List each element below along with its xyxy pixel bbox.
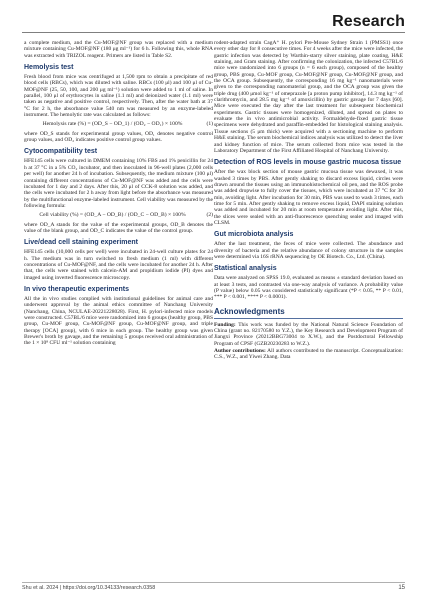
paragraph: Fresh blood from mice was centrifuged at 1,500 rpm to obtain a precipitate of red blood cells (RBCs), which was diluted with saline. RBCs (100 μl) and 100 μl of Cu-MOF@NF (25, 50, 100, and 200 μg ml⁻¹) solution were added to 1 ml of saline. In parallel, 100 μl of erythrocytes in saline (1.1 ml) and deionized water (1.1 ml) were taken as negative and positive control, respectively. Then, after the water bath at 37 °C for 2 h, the absorbance value 540 nm was measured by an enzyme-labeled instrument. The hemolytic rate was calculated as follows:: [24, 74, 213, 119]
paragraph: [214, 348, 403, 361]
left-column: [24, 40, 213, 348]
author-contributions-text: All authors contributed to the manuscript. Conceptualization: C.S., W.Z., and Yiwei Zhang. Data: [214, 348, 404, 361]
right-column: [214, 40, 403, 362]
paragraph: [214, 322, 403, 347]
equation: [24, 212, 213, 218]
funding-label: Funding:: [214, 321, 236, 328]
acknowledgments-rule: [214, 318, 403, 319]
section-heading: Gut microbiota analysis: [214, 231, 294, 239]
equation-formula: Cell viability (%) = (OD_A − OD_B) / (OD_C − OD_B) × 100%: [39, 212, 186, 219]
section-heading: Cytocompatibility test: [24, 148, 98, 156]
funding-text: This work was funded by the National Natural Science Foundation of China (grant no. 82170580 to Y.Z.), the Key Research and Development Program of Jiangxi Province (20212BBG73004 to X.W.), and the Postdoctoral Fellowship Program of CPSF (GZB20230283 to W.Z.).: [214, 321, 404, 347]
header-rule: [22, 32, 405, 33]
equation: [24, 121, 213, 127]
page-number: 15: [398, 585, 405, 591]
journal-name: Research: [332, 13, 405, 30]
paragraph: After the last treatment, the feces of mice were collected. The abundance and diversity of bacteria and the relative abundance of colony structure in the samples were determined via 16S rRNA sequencing by OE Biotech. Co., Ltd. (China).: [214, 241, 403, 260]
paragraph: HFE145 cells were cultured in DMEM containing 10% FBS and 1% penicillin for 24 h at 37 °C in a 5% CO₂ incubator, and then inoculated in 96-well plates (2,000 cells per well) for another 24 h of incubation. Subsequently, the medium mixture (100 μl) containing different concentrations of Cu-MOF@NF was added and the cells were incubated for 1 day and 2 days. After this, 20 μl of CCK-8 solution was added, and the cells were incubated for 2 h away from light before the absorbance was measured by the multifunctional enzyme-labeled instrument. Cell viability was measured by the following formula:: [24, 158, 213, 209]
page-footer: [22, 585, 405, 591]
equation-number: (1): [206, 121, 213, 128]
author-contributions-label: Author contributions:: [214, 348, 266, 355]
paragraph: HFE145 cells (10,000 cells per well) were incubated in 24-well culture plates for 24 h. The medium was in turn switched to fresh medium (1 ml) with different concentrations of Cu-MOF@NF, and the cells were incubated for another 24 h. After that, the cells were stained with calcein-AM and propidium iodide (PI) dyes and imaged using inverted fluorescence microscopy.: [24, 249, 213, 281]
paragraph: Data were analyzed on SPSS 19.0, evaluated as means ± standard deviation based on at least 3 tests, and contrasted via one-way analysis of variance. A probability value (P value) below 0.05 was considered statistically significant (*P < 0.05, ** P < 0.01, *** P < 0.001, **** P < 0.0001).: [214, 275, 403, 301]
acknowledgments-heading: Acknowledgments: [214, 306, 285, 316]
paragraph: After the wax block section of mouse gastric mucosa tissue was dewaxed, it was washed 3 times by PBS. After gently shaking to discard excess liquid, circles were drawn around the tissues using an immunohistochemical oil pen, and the ROS probe was added dropwise to fully cover the tissues, which were incubated at 37 °C for 30 min, avoiding light. After incubation for 30 min, PBS was used to wash 3 times, each time for 5 min. After gently shaking to remove excess liquid, DAPI staining solution was added and incubated for 20 min at room temperature avoiding light. After this, the slices were sealed with an anti-fluorescence quenching sealer and imaged with CLSM.: [214, 169, 403, 226]
paragraph: where OD_S stands for experimental group values, OD₁ denotes negative control group values, and OD₂ indicates positive control group values.: [24, 130, 213, 144]
paragraph: All the in vivo studies complied with institutional guidelines for animal care and underwent approval by the animal ethics committee of Nanchang University (Nanchang, China, NCULAE-20221228028). First, H. pylori-infected mice models were constructed. C57BL/6 mice were randomized into 6 groups (healthy group, PBS group, Cu-MOF group, Cu-MOF@NF group, Cu-MOF@NF group, and triple therapy [OCA] group), with 6 mice in each group. The healthy group was given Brewer's broth by gavage, and the remaining 5 groups received oral administration of the 1 × 10⁸ CFU ml⁻¹ solution containing: [24, 295, 213, 347]
section-heading: Statistical analysis: [214, 265, 277, 273]
paragraph: where OD_A stands for the value of the experimental groups, OD_B denotes the value of the blank group, and OD_C indicates the value of the control group.: [24, 221, 213, 234]
citation: Shu et al. 2024 | https://doi.org/10.34133/research.0358: [22, 585, 156, 591]
section-heading: Live/dead cell staining experiment: [24, 239, 138, 247]
paragraph: a complete medium, and the Cu-MOF@NF group was replaced with a medium mixture containing Cu-MOF@NF (180 μg ml⁻¹) for 6 h. Following this, whole RNA was extracted with TRIZOL reagent. Primers are listed in Table S2.: [24, 40, 213, 59]
equation-formula: Hemolysis rate (%) = (OD_S − OD_1) / (OD₂ − OD₁) × 100%: [42, 121, 183, 128]
footer-rule: [22, 582, 405, 583]
paragraph: rodent-adapted strain CagA⁺ H. pylori Pre-Mouse Sydney Strain 1 (PMSS1) once every other day for 8 consecutive times. For 4 weeks after the mice were infected, the gastric infection was detected by Warthin-starry silver staining, plate coating, H&E staining, and Gram staining. After confirming the colonization, the infected C57BL/6 mice were randomized into 6 groups (n = 6 each group), composed of the healthy group, PBS group, Cu-MOF group, Cu-MOF@NF group, Cu-MOF@NF group, and the OCA group. Subsequently, the corresponding 16 mg kg⁻¹ nanomaterials were given to the corresponding nanomaterial group, and the OCA group was given the triple drug (400 μmol kg⁻¹ of omeprazole [a proton pump inhibitor], 14.3 mg kg⁻¹ of clarithromycin, and 28.5 mg kg⁻¹ of amoxicillin) by gastric gavage for 7 days [60]. Mice were executed the day after the last treatment for subsequent biochemical experiments. Gastric tissues were homogenized, diluted, and spread on plates to evaluate the in vivo antimicrobial activity. Formaldehyde-fixed gastric tissue specimens were dehydrated and paraffin-embedded for histological staining analysis. Tissue sections (5 μm thick) were acquired with a sectioning machine to perform H&E staining. The serum biochemical indices analysis was utilized to detect the liver and kidney function of mice. The serum collected from mice was tested in the Laboratory Department of the First Affiliated Hospital of Nanchang University.: [214, 40, 403, 154]
section-heading: Hemolysis test: [24, 64, 74, 72]
section-heading: In vivo therapeutic experiments: [24, 285, 130, 293]
section-heading: Detection of ROS levels in mouse gastric mucosa tissue: [214, 159, 402, 167]
equation-number: (2): [206, 212, 213, 219]
